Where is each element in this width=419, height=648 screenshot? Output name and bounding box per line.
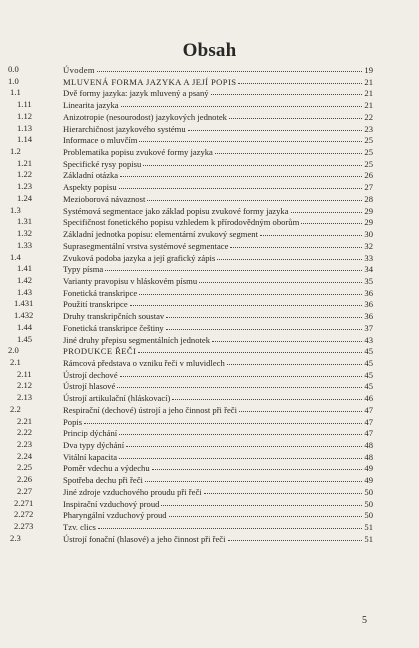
toc-entry-title: Informace o mluvčím	[63, 135, 138, 146]
toc-entry-title: Problematika popisu zvukové formy jazyka	[63, 147, 213, 158]
toc-entry-page: 21	[364, 76, 373, 87]
toc-entry-number: 1.11	[17, 99, 32, 110]
toc-entry-title: Specifičnost fonetického popisu vzhledem k přírodovědným oborům	[63, 217, 300, 228]
toc-entry-page: 32	[364, 240, 373, 251]
dot-leader	[230, 239, 362, 248]
toc-entry-page: 28	[364, 193, 373, 204]
toc-entry-title: Použití transkripce	[63, 299, 128, 310]
toc-entry-title: Ústrojí fonační (hlasové) a jeho činnost při řeči	[63, 533, 226, 544]
dot-leader	[120, 368, 362, 377]
toc-entry-number: 2.22	[17, 427, 33, 438]
toc-entry-title: Pharyngální vzduchový proud	[63, 510, 167, 521]
toc-entry-title: Fonetická transkripce	[63, 287, 138, 298]
dot-leader	[166, 309, 362, 318]
dot-leader	[84, 415, 362, 424]
toc-entry-number: 1.23	[17, 181, 33, 192]
toc-entry[interactable]	[0, 533, 419, 545]
toc-entry-number: 1.31	[17, 216, 33, 227]
toc-entry-number: 2.1	[10, 356, 21, 367]
toc-entry-page: 50	[364, 510, 373, 521]
toc-entry-number: 1.33	[17, 239, 33, 250]
toc-entry-page: 36	[364, 287, 373, 298]
dot-leader	[238, 75, 362, 84]
dot-leader	[139, 133, 362, 142]
dot-leader	[239, 403, 362, 412]
toc-entry-title: Hierarchičnost jazykového systému	[63, 123, 186, 134]
dot-leader	[301, 215, 362, 224]
toc-entry-page: 29	[364, 217, 373, 228]
dot-leader	[260, 227, 362, 236]
toc-entry-number: 1.12	[17, 110, 33, 121]
toc-entry-page: 22	[364, 111, 373, 122]
toc-entry-number: 1.44	[17, 321, 33, 332]
toc-entry-page: 47	[364, 404, 373, 415]
toc-entry-title: Specifické rysy popisu	[63, 158, 142, 169]
toc-entry-page: 27	[364, 182, 373, 193]
toc-entry-title: Spotřeba dechu při řeči	[63, 475, 143, 486]
toc-entry-page: 43	[364, 334, 373, 345]
toc-entry-number: 1.43	[17, 286, 33, 297]
dot-leader	[291, 204, 362, 213]
toc-entry-page: 45	[364, 346, 373, 357]
toc-entry-number: 2.27	[17, 485, 33, 496]
toc-entry-title: Respirační (dechové) ústrojí a jeho činnost při řeči	[63, 404, 237, 415]
toc-entry-number: 1.21	[17, 157, 33, 168]
dot-leader	[229, 110, 362, 119]
toc-entry-number: 1.13	[17, 122, 33, 133]
dot-leader	[105, 262, 362, 271]
toc-entry-number: 2.2	[10, 403, 21, 414]
dot-leader	[139, 286, 362, 295]
dot-leader	[166, 321, 362, 330]
toc-entry-title: Inspirační vzduchový proud	[63, 498, 160, 509]
toc-entry-page: 49	[364, 463, 373, 474]
toc-entry-number: 2.23	[17, 439, 33, 449]
toc-entry-page: 26	[364, 170, 373, 181]
toc-entry-number: 1.431	[14, 298, 34, 309]
toc-entry-page: 36	[364, 311, 373, 322]
dot-leader	[119, 450, 362, 459]
toc-entry-page: 34	[364, 264, 373, 275]
toc-entry-title: Zvuková podoba jazyka a její grafický zápis	[63, 252, 216, 263]
toc-entry-page: 48	[364, 451, 373, 462]
toc-entry-page: 33	[364, 252, 373, 263]
toc-entry-title: Základní jednotka popisu: elementární zvukový segment	[63, 229, 258, 240]
toc-entry-number: 2.24	[17, 450, 33, 461]
toc-entry-title: Fonetická transkripce češtiny	[63, 322, 164, 333]
toc-entry-number: 2.25	[17, 462, 33, 473]
toc-entry-number: 2.273	[14, 521, 34, 532]
toc-entry-number: 2.272	[14, 509, 34, 520]
toc-entry-title: Mezioborová návaznost	[63, 193, 146, 204]
toc-entry-page: 50	[364, 486, 373, 497]
toc-entry-title: Ústrojí hlasové	[63, 381, 116, 392]
toc-entry-page: 48	[364, 440, 373, 450]
toc-entry-line	[63, 533, 373, 546]
dot-leader	[212, 333, 362, 342]
dot-leader	[119, 426, 362, 435]
toc-entry-number: 2.271	[14, 497, 34, 508]
toc-entry-number: 1.14	[17, 134, 33, 145]
toc-entry-page: 25	[364, 147, 373, 158]
toc-entry-page: 35	[364, 275, 373, 286]
toc-entry-number: 2.12	[17, 380, 33, 391]
toc-entry-title: Ústrojí dechové	[63, 369, 118, 380]
dot-leader	[152, 461, 362, 470]
dot-leader	[172, 391, 362, 400]
toc-entry-title: Popis	[63, 416, 83, 427]
toc-entry-number: 1.1	[10, 87, 21, 98]
toc-entry-number: 1.432	[14, 310, 34, 321]
page-number: 5	[362, 615, 367, 626]
toc-entry-number: 1.45	[17, 333, 33, 344]
toc-entry-number: 1.3	[10, 204, 21, 215]
toc-entry-number: 1.24	[17, 192, 33, 203]
toc-entry-page: 23	[364, 123, 373, 134]
toc-entry-title: Základní otázka	[63, 170, 119, 181]
toc-entry-page: 30	[364, 229, 373, 240]
toc-entry-title: Aspekty popisu	[63, 182, 117, 193]
toc-entry-page: 49	[364, 475, 373, 486]
toc-entry-title: Suprasegmentální vrstva systémové segmentace	[63, 240, 229, 251]
toc-entry-title: Jiné druhy přepisu segmentálních jednotek	[63, 334, 211, 345]
toc-entry-title: Systémová segmentace jako základ popisu zvukové formy jazyka	[63, 205, 289, 216]
dot-leader	[138, 344, 362, 353]
toc-entry-number: 1.2	[10, 146, 21, 157]
toc-entry-title: Poměr vdechu a výdechu	[63, 463, 150, 474]
toc-entry-number: 1.22	[17, 169, 33, 180]
toc-entry-page: 45	[364, 369, 373, 380]
toc-entry-number: 2.26	[17, 474, 33, 485]
toc-entry-page: 37	[364, 322, 373, 333]
dot-leader	[97, 63, 362, 72]
toc-entry-page: 25	[364, 158, 373, 169]
dot-leader	[120, 168, 362, 177]
toc-entry-title: Tzv. clics	[63, 522, 96, 533]
dot-leader	[145, 473, 362, 482]
toc-entry-title: PRODUKCE ŘEČI	[63, 346, 137, 357]
dot-leader	[161, 497, 362, 506]
toc-entry-title: Jiné zdroje vzduchového proudu při řeči	[63, 486, 202, 497]
toc-entry-title: Princip dýchání	[63, 428, 118, 439]
dot-leader	[228, 532, 362, 541]
dot-leader	[227, 356, 362, 365]
dot-leader	[188, 122, 362, 131]
dot-leader	[204, 485, 362, 494]
dot-leader	[147, 192, 362, 201]
toc-entry-page: 51	[364, 533, 373, 544]
dot-leader	[143, 157, 362, 166]
toc-entry-page: 21	[364, 100, 373, 111]
toc-entry-page: 47	[364, 416, 373, 427]
toc-entry-title: Ústrojí artikulační (hláskovací)	[63, 393, 171, 404]
toc-entry-title: MLUVENÁ FORMA JAZYKA A JEJÍ POPIS	[63, 76, 237, 87]
toc-entry-number: 2.13	[17, 392, 33, 403]
toc-entry-number: 2.21	[17, 415, 33, 426]
toc-entry-page: 47	[364, 428, 373, 439]
toc-entry-page: 19	[364, 65, 373, 75]
dot-leader	[169, 508, 362, 517]
dot-leader	[199, 274, 362, 283]
dot-leader	[117, 379, 362, 388]
dot-leader	[211, 86, 362, 95]
toc-entry-page: 25	[364, 135, 373, 146]
toc-entry-number: 0.0	[8, 64, 19, 74]
toc-entry-number: 1.32	[17, 228, 33, 239]
dot-leader	[217, 251, 362, 260]
toc-entry-number: 2.11	[17, 368, 32, 379]
toc-entry-page: 21	[364, 88, 373, 99]
dot-leader	[98, 520, 362, 529]
toc-entry-title: Linearita jazyka	[63, 100, 119, 111]
toc-entry-title: Druhy transkripčních soustav	[63, 311, 165, 322]
dot-leader	[119, 180, 362, 189]
toc-entry-title: Dva typy dýchání	[63, 440, 125, 450]
toc-entry-title: Anizotropie (nesourodost) jazykových jednotek	[63, 111, 227, 122]
dot-leader	[130, 297, 362, 306]
dot-leader	[215, 145, 362, 154]
toc-entry-number: 1.0	[8, 75, 19, 86]
toc-entry-title: Úvodem	[63, 65, 95, 75]
toc-entry-page: 51	[364, 522, 373, 533]
toc-entry-page: 45	[364, 381, 373, 392]
dot-leader	[126, 438, 362, 447]
toc-entry-title: Varianty pravopisu v hláskovém písmu	[63, 275, 198, 286]
dot-leader	[121, 98, 362, 107]
toc-entry-title: Typy písma	[63, 264, 104, 275]
toc-entry-page: 46	[364, 393, 373, 404]
toc-entry-number: 1.41	[17, 263, 33, 274]
toc-entry-title: Vitální kapacita	[63, 451, 118, 462]
toc-entry-title: Dvě formy jazyka: jazyk mluvený a psaný	[63, 88, 209, 99]
toc-entry-number: 2.3	[10, 532, 21, 543]
toc-entry-number: 2.0	[8, 345, 19, 356]
toc-entry-page: 29	[364, 205, 373, 216]
toc-entry-page: 36	[364, 299, 373, 310]
toc-entry-page: 50	[364, 498, 373, 509]
toc-entry-number: 1.4	[10, 251, 21, 262]
toc-entry-page: 45	[364, 357, 373, 368]
toc-entry-number: 1.42	[17, 274, 33, 285]
table-of-contents	[0, 64, 419, 544]
toc-entry-title: Rámcová představa o vzniku řeči v mluvidlech	[63, 357, 225, 368]
page-title: Obsah	[182, 40, 237, 61]
